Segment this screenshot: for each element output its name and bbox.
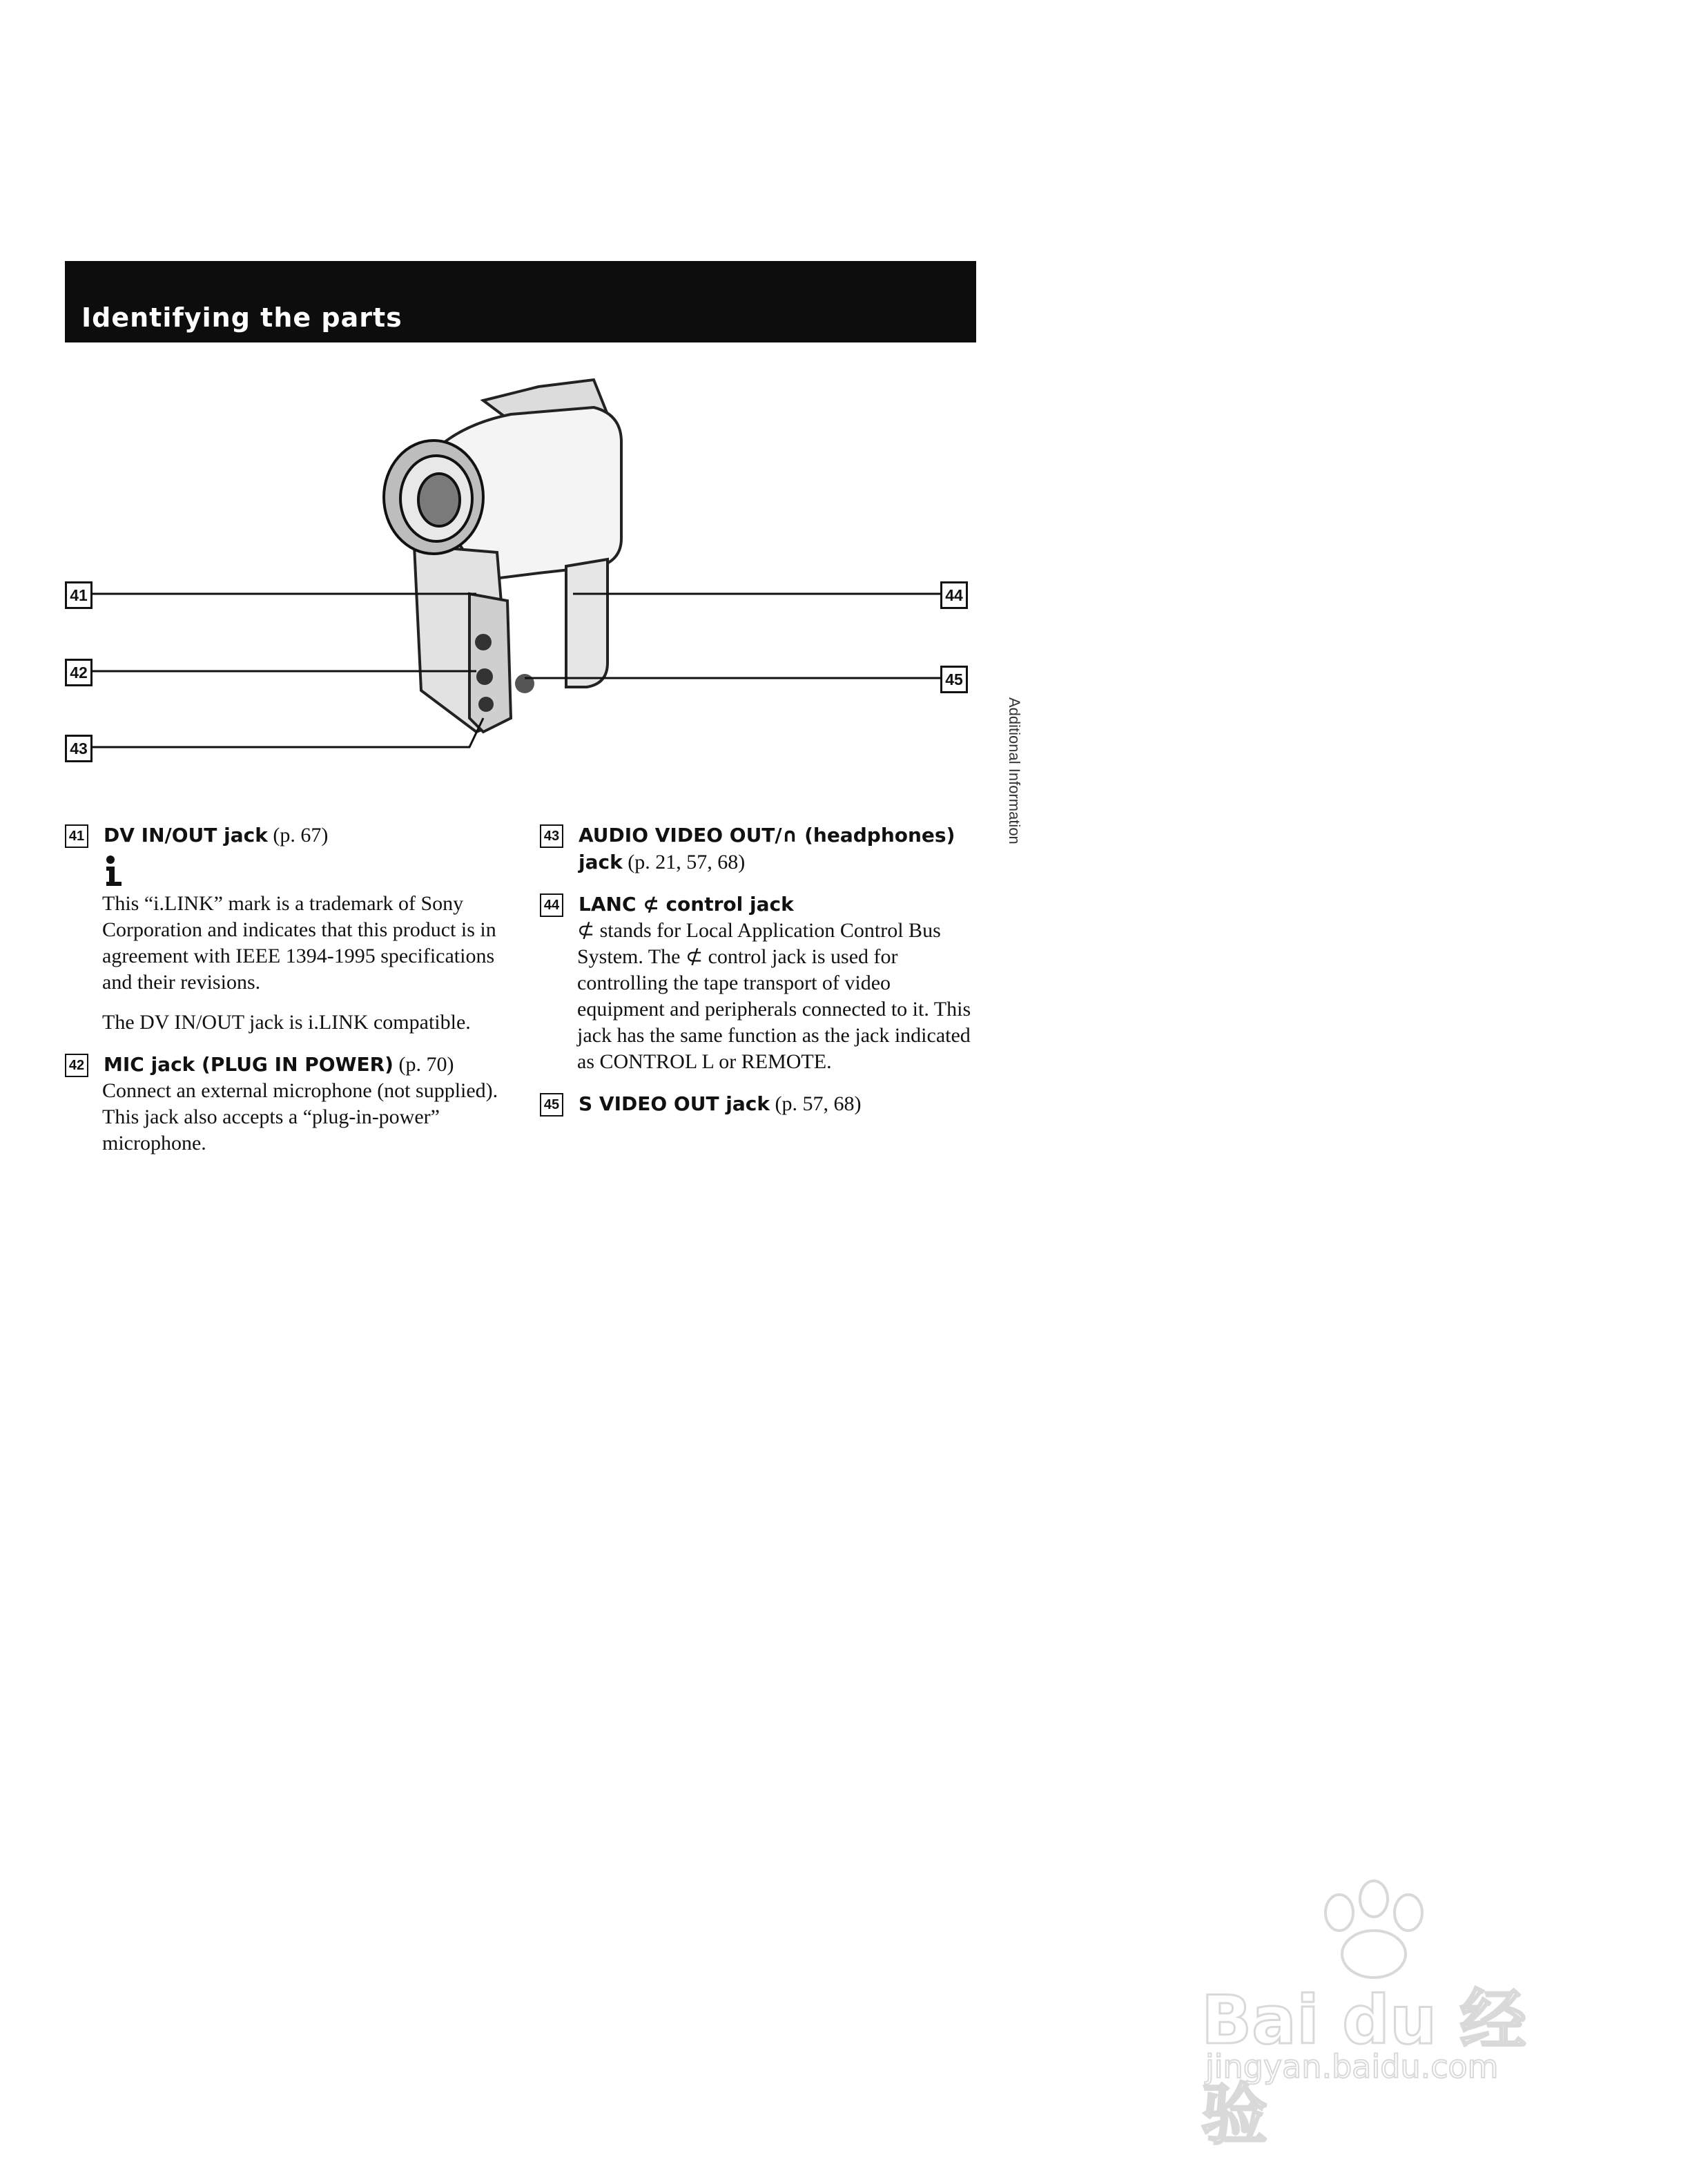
callout-45: 45: [940, 666, 968, 693]
entry-description: ⊄ stands for Local Application Control Bus System. The ⊄ control jack is used for controlling the tape transport of video equipment and peripherals connected to it. This jack has the same function as the jack indicated as CONTROL L or REMOTE.: [577, 919, 971, 1073]
page-title: Identifying the parts: [81, 302, 402, 333]
entry-number: 41: [65, 824, 88, 848]
page-reference: (p. 67): [273, 824, 329, 847]
callout-43: 43: [65, 735, 93, 762]
entry-term: S VIDEO OUT jack: [579, 1092, 770, 1115]
paw-logo-icon: [1305, 1878, 1443, 1982]
baidu-watermark: [1201, 1878, 1588, 2154]
side-tab-label: Additional Information: [1006, 697, 1023, 844]
callout-41: 41: [65, 581, 93, 609]
right-column: [540, 822, 982, 1132]
watermark-brand: Bai du 经验: [1201, 1982, 1526, 2154]
i-link-icon: [102, 854, 123, 887]
callout-44: 44: [940, 581, 968, 609]
entry-note: The DV IN/OUT jack is i.LINK compatible.: [102, 1011, 471, 1034]
page-reference: (p. 57, 68): [775, 1092, 862, 1115]
entry-45: [540, 1090, 982, 1117]
camcorder-diagram: [0, 0, 1690, 773]
page-reference: (p. 21, 57, 68): [628, 851, 746, 873]
entry-description: This “i.LINK” mark is a trademark of Sony Corporation and indicates that this product is in agreement with IEEE 1394-1995 specifications and their revisions.: [102, 892, 496, 994]
entry-term: DV IN/OUT jack: [104, 824, 268, 847]
entry-44: [540, 891, 982, 1075]
entry-number: 45: [540, 1093, 563, 1117]
left-column: [65, 822, 521, 1172]
entry-term: AUDIO VIDEO OUT/∩ (headphones) jack: [579, 824, 955, 873]
watermark-site: jingyan.baidu.com: [1205, 2048, 1499, 2085]
entry-description: Connect an external microphone (not supplied). This jack also accepts a “plug-in-power” microphone.: [102, 1079, 498, 1154]
entry-42: [65, 1051, 521, 1157]
entry-number: 44: [540, 893, 563, 917]
entry-term: MIC jack (PLUG IN POWER): [104, 1053, 394, 1076]
entry-number: 42: [65, 1054, 88, 1077]
entry-43: [540, 822, 982, 876]
entry-number: 43: [540, 824, 563, 848]
entry-41: [65, 822, 521, 1036]
page-reference: (p. 70): [398, 1053, 454, 1076]
callout-42: 42: [65, 659, 93, 686]
entry-term: LANC ⊄ control jack: [579, 893, 794, 916]
